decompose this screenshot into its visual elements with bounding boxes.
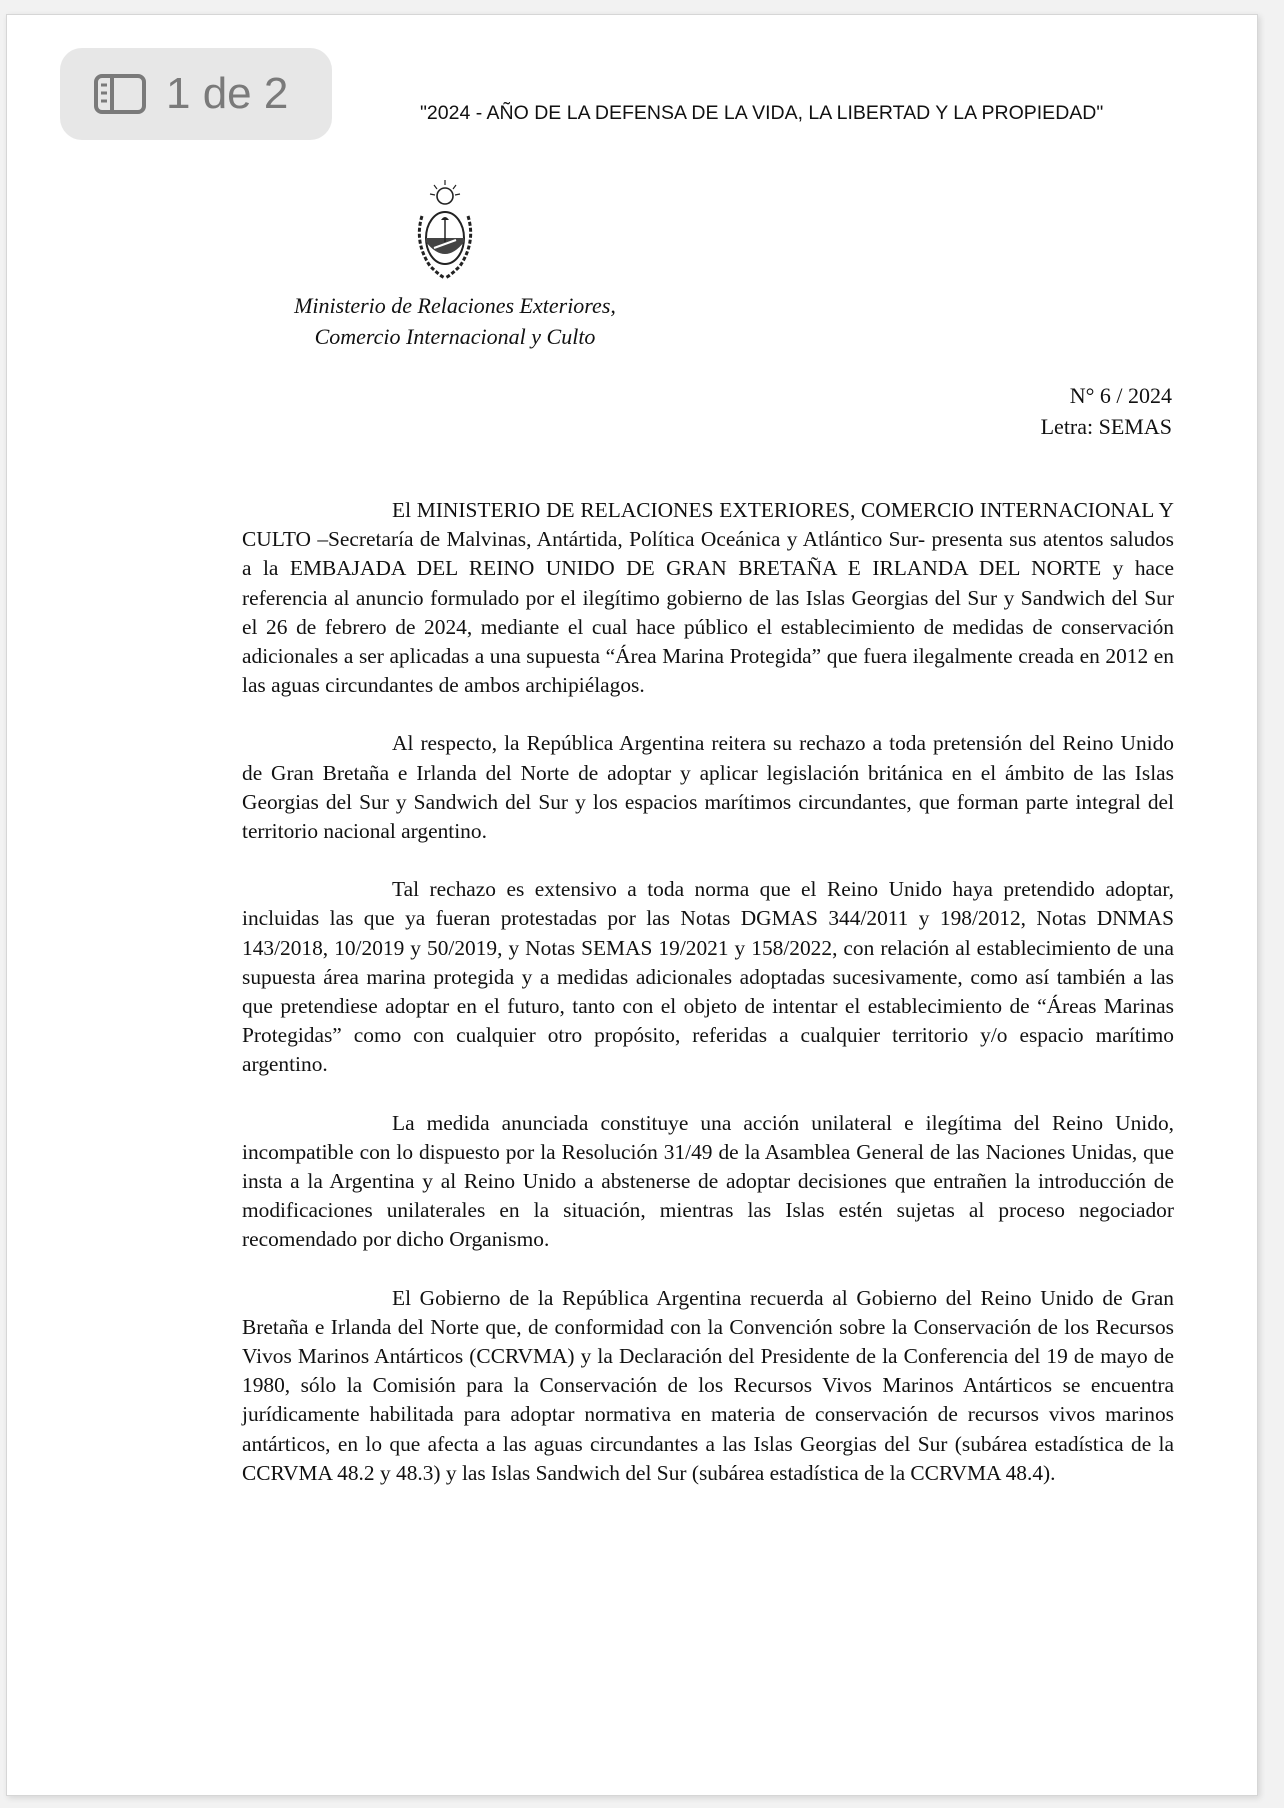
paragraph: Al respecto, la República Argentina reitera su rechazo a toda pretensión del Reino Unido de Gran Bretaña e Irlanda del Norte de adoptar y aplicar legislación británica en el ámbito de las Islas Georgias del Sur y Sandwich del Sur y los espacios marítimos circundantes, que forman parte integral del territorio nacional argentino. (242, 731, 1174, 844)
note-number: N° 6 / 2024 (1069, 383, 1172, 408)
national-coat-of-arms-icon (410, 176, 480, 284)
ministry-line-2: Comercio Internacional y Culto (314, 324, 596, 349)
note-body (242, 496, 1174, 1517)
page-indicator[interactable] (60, 48, 332, 140)
sidebar-icon[interactable] (94, 74, 146, 114)
paragraph: El MINISTERIO DE RELACIONES EXTERIORES, COMERCIO INTERNACIONAL Y CULTO –Secretaría de Malvinas, Antártida, Política Oceánica y Atlántico Sur- presenta sus atentos saludos a la EMBAJADA DEL REINO UNIDO DE GRAN BRETAÑA E IRLANDA DEL NORTE y hace referencia al anuncio formulado por el ilegítimo gobierno de las Islas Georgias del Sur y Sandwich del Sur el 26 de febrero de 2024, mediante el cual hace público el establecimiento de medidas de conservación adicionales a ser aplicadas a una supuesta “Área Marina Protegida” que fuera ilegalmente creada en 2012 en las aguas circundantes de ambos archipiélagos. (242, 498, 1174, 698)
ministry-name (240, 290, 670, 352)
year-motto-header: "2024 - AÑO DE LA DEFENSA DE LA VIDA, LA LIBERTAD Y LA PROPIEDAD" (420, 102, 1104, 124)
paragraph: El Gobierno de la República Argentina recuerda al Gobierno del Reino Unido de Gran Bretaña e Irlanda del Norte que, de conformidad con la Convención sobre la Conservación de los Recursos Vivos Marinos Antárticos (CCRVMA) y la Declaración del Presidente de la Conferencia del 19 de mayo de 1980, sólo la Comisión para la Conservación de los Recursos Vivos Marinos Antárticos se encuentra jurídicamente habilitada para adoptar normativa en materia de conservación de recursos vivos marinos antárticos, en lo que afecta a las aguas circundantes a las Islas Georgias del Sur (subárea estadística de la CCRVMA 48.2 y 48.3) y las Islas Sandwich del Sur (subárea estadística de la CCRVMA 48.4). (242, 1285, 1174, 1485)
paragraph: La medida anunciada constituye una acción unilateral e ilegítima del Reino Unido, incompatible con lo dispuesto por la Resolución 31/49 de la Asamblea General de las Naciones Unidas, que insta a la Argentina y al Reino Unido a abstenerse de adoptar decisiones que entrañen la introducción de modificaciones unilaterales en la situación, mientras las Islas estén sujetas al proceso negociador recomendado por dicho Organismo. (242, 1110, 1174, 1252)
paragraph: Tal rechazo es extensivo a toda norma que el Reino Unido haya pretendido adoptar, incluidas las que ya fueran protestadas por las Notas DGMAS 344/2011 y 198/2012, Notas DNMAS 143/2018, 10/2019 y 50/2019, y Notas SEMAS 19/2021 y 158/2022, con relación al establecimiento de una supuesta área marina protegida y a medidas adicionales adoptadas sucesivamente, como así también a las que pretendiese adoptar en el futuro, tanto con el objeto de intentar el establecimiento de “Áreas Marinas Protegidas” como con cualquier otro propósito, referidas a cualquier territorio y/o espacio marítimo argentino. (242, 877, 1174, 1077)
note-reference (880, 380, 1172, 442)
ministry-line-1: Ministerio de Relaciones Exteriores, (294, 293, 616, 318)
page-counter: 1 de 2 (166, 69, 289, 118)
note-letter: Letra: SEMAS (1040, 414, 1172, 439)
